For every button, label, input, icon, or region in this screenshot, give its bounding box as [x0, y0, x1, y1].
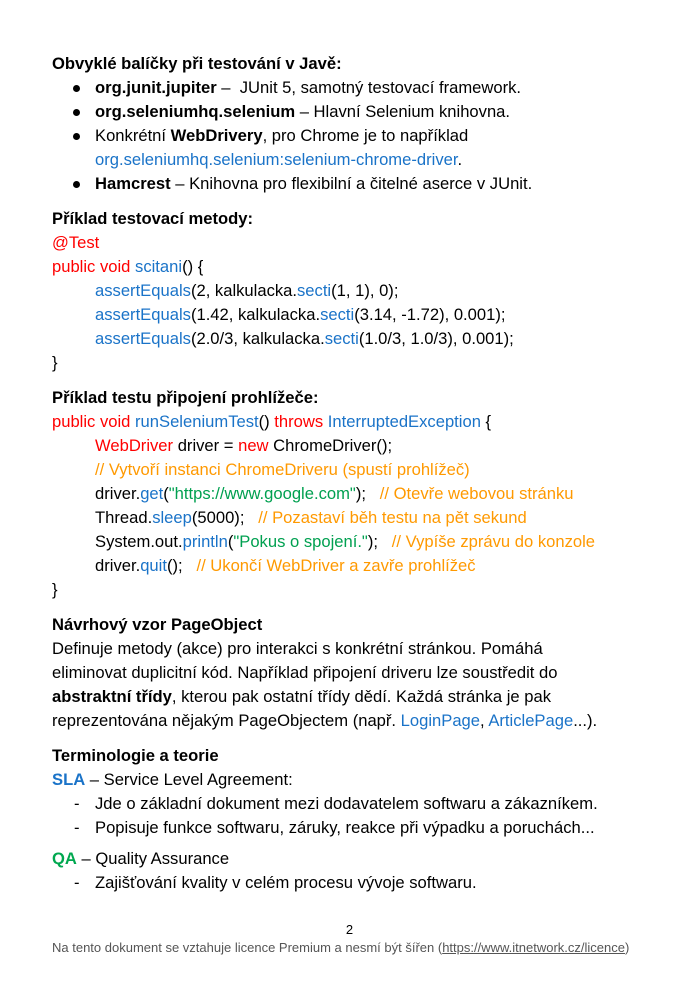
section-heading-pageobject: Návrhový vzor PageObject: [52, 615, 263, 634]
package-desc: , pro Chrome je to například: [262, 126, 469, 145]
code-text: System.out.: [95, 532, 183, 551]
code-keyword: throws: [274, 412, 324, 431]
code-method-name: scitani: [135, 257, 183, 276]
code-function: secti: [297, 281, 332, 300]
list-item: [52, 816, 652, 840]
code-close-brace: }: [52, 353, 58, 372]
text: reprezentována nějakým PageObjectem (např.: [52, 711, 401, 730]
code-function: assertEquals: [95, 329, 191, 348]
section-heading-browser-test: Příklad testu připojení prohlížeče:: [52, 388, 319, 407]
code-function: sleep: [152, 508, 192, 527]
list-item: [52, 100, 652, 124]
license-link[interactable]: https://www.itnetwork.cz/licence: [442, 940, 625, 955]
code-text: (1.0/3, 1.0/3), 0.001);: [358, 329, 514, 348]
code-keyword: new: [238, 436, 269, 455]
code-comment: // Pozastaví běh testu na pět sekund: [258, 508, 527, 527]
code-function: secti: [324, 329, 359, 348]
code-string: "Pokus o spojení.": [233, 532, 368, 551]
dash-icon: -: [74, 873, 80, 892]
articlepage-link[interactable]: ArticlePage: [488, 711, 574, 730]
code-line: [52, 530, 652, 554]
list-item: [52, 871, 652, 895]
term-abbr: SLA: [52, 770, 86, 789]
code-comment: // Vytvoří instanci ChromeDriveru (spustí prohlížeč): [95, 460, 470, 479]
code-keyword: public void: [52, 412, 136, 431]
code-line: [52, 255, 652, 279]
code-keyword: public void: [52, 257, 136, 276]
code-line: [52, 303, 652, 327]
bullet-icon: [73, 109, 80, 116]
list-item: [52, 172, 652, 196]
package-name: org.seleniumhq.selenium: [95, 102, 296, 121]
package-desc: – JUnit 5, samotný testovací framework.: [216, 78, 522, 97]
code-text: Thread.: [95, 508, 153, 527]
code-text: () {: [182, 257, 204, 276]
dash-icon: -: [74, 794, 80, 813]
code-type: WebDriver: [95, 436, 174, 455]
package-desc: – Hlavní Selenium knihovna.: [295, 102, 511, 121]
text: ,: [480, 711, 489, 730]
bullet-icon: [73, 85, 80, 92]
code-line: [52, 506, 652, 530]
loginpage-link[interactable]: LoginPage: [400, 711, 481, 730]
term-sla: [52, 768, 652, 792]
package-desc: – Knihovna pro flexibilní a čitelné aserce v JUnit.: [170, 174, 533, 193]
code-comment: // Otevře webovou stránku: [379, 484, 574, 503]
text: , kterou pak ostatní třídy dědí. Každá stránka je pak: [171, 687, 551, 706]
code-text: driver.: [95, 556, 141, 575]
code-line: [52, 410, 652, 434]
code-function: println: [182, 532, 228, 551]
code-text: );: [355, 484, 380, 503]
code-function: secti: [320, 305, 355, 324]
code-close-brace: }: [52, 580, 58, 599]
code-function: quit: [140, 556, 167, 575]
section-heading-packages: Obvyklé balíčky při testování v Javě:: [52, 54, 342, 73]
list-item-continuation: [52, 148, 652, 172]
list-text: Zajišťování kvality v celém procesu vývoje softwaru.: [95, 873, 477, 892]
code-annotation: @Test: [52, 233, 100, 252]
list-text: Popisuje funkce softwaru, záruky, reakce při výpadku a poruchách...: [95, 818, 595, 837]
code-function: assertEquals: [95, 305, 191, 324]
section-heading-terminology: Terminologie a teorie: [52, 746, 219, 765]
code-line: [52, 279, 652, 303]
code-text: ChromeDriver();: [268, 436, 393, 455]
list-text: Jde o základní dokument mezi dodavatelem softwaru a zákazníkem.: [95, 794, 598, 813]
code-line: [52, 434, 652, 458]
code-comment: // Vypíše zprávu do konzole: [391, 532, 596, 551]
code-text: driver.: [95, 484, 141, 503]
chrome-driver-link[interactable]: org.seleniumhq.selenium:selenium-chrome-driver: [95, 150, 458, 169]
text: .: [457, 150, 463, 169]
code-text: (): [258, 412, 275, 431]
code-text: (1.42, kalkulacka.: [190, 305, 321, 324]
code-exception: InterruptedException: [327, 412, 481, 431]
code-text: (5000);: [191, 508, 259, 527]
section-heading-test-method: Příklad testovací metody:: [52, 209, 254, 228]
code-text: (2, kalkulacka.: [190, 281, 297, 300]
code-text: (: [163, 484, 169, 503]
paragraph-line: Definuje metody (akce) pro interakci s konkrétní stránkou. Pomáhá: [52, 639, 543, 658]
document-page: [52, 52, 652, 895]
footer-text: ): [624, 940, 630, 955]
package-name: org.junit.jupiter: [95, 78, 217, 97]
code-line: [52, 554, 652, 578]
page-number: 2: [345, 922, 354, 937]
term-qa: [52, 847, 652, 871]
code-text: (: [227, 532, 234, 551]
bullet-icon: [73, 133, 80, 140]
term-text: – Service Level Agreement:: [85, 770, 293, 789]
term-text: – Quality Assurance: [76, 849, 230, 868]
code-text: {: [480, 412, 492, 431]
code-text: );: [367, 532, 392, 551]
term-abbr: QA: [52, 849, 77, 868]
code-string: "https://www.google.com": [168, 484, 356, 503]
paragraph-line: [52, 685, 652, 709]
list-item: [52, 76, 652, 100]
bullet-icon: [73, 181, 80, 188]
text: ...).: [573, 711, 598, 730]
code-text: ();: [166, 556, 197, 575]
code-function: get: [140, 484, 164, 503]
code-line: [52, 327, 652, 351]
package-name: Hamcrest: [95, 174, 171, 193]
package-name: WebDrivery: [170, 126, 263, 145]
footer-text: Na tento dokument se vztahuje licence Premium a nesmí být šířen (: [52, 940, 443, 955]
paragraph-line: eliminovat duplicitní kód. Například připojení driveru lze soustředit do: [52, 663, 558, 682]
code-function: assertEquals: [95, 281, 191, 300]
dash-icon: -: [74, 818, 80, 837]
paragraph-line: [52, 709, 652, 733]
bold-term: abstraktní třídy: [52, 687, 172, 706]
code-text: (3.14, -1.72), 0.001);: [354, 305, 506, 324]
code-line: [52, 482, 652, 506]
code-text: (2.0/3, kalkulacka.: [190, 329, 325, 348]
code-method-name: runSeleniumTest: [135, 412, 259, 431]
code-comment: // Ukončí WebDriver a zavře prohlížeč: [196, 556, 476, 575]
text: Konkrétní: [95, 126, 171, 145]
list-item: [52, 792, 652, 816]
license-footer: [52, 940, 629, 955]
code-text: driver =: [173, 436, 239, 455]
code-text: (1, 1), 0);: [331, 281, 399, 300]
list-item: [52, 124, 652, 148]
